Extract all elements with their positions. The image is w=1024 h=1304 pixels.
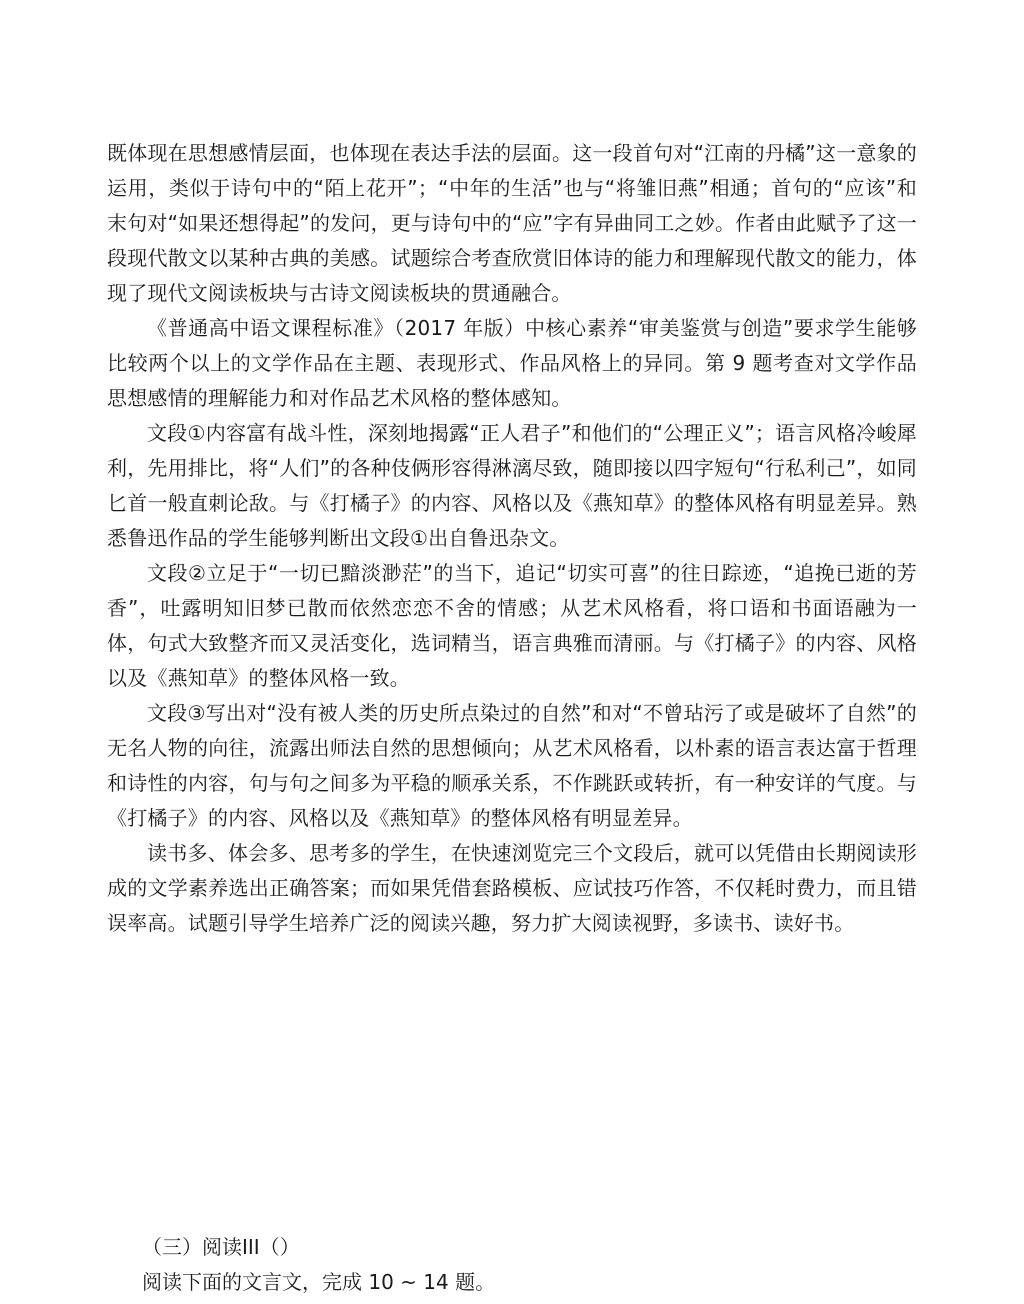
paragraph-curriculum-standard: 《普通高中语文课程标准》（2017 年版）中核心素养“审美鉴赏与创造”要求学生能够比较两个以上的文学作品在主题、表现形式、作品风格上的异同。第 9 题考查对文学作品思想感情的理解能力和对作品艺术风格的整体感知。 [107, 316, 917, 410]
paragraph-excerpt-2: 文段②立足于“一切已黯淡渺茫”的当下，追记“切实可喜”的往日踪迹，“追挽已逝的芳香”，吐露明知旧梦已散而依然恋恋不舍的情感；从艺术风格看，将口语和书面语融为一体，句式大致整齐而又灵活变化，选词精当，语言典雅而清丽。与《打橘子》的内容、风格以及《燕知草》的整体风格一致。 [107, 561, 917, 690]
section-instruction: 阅读下面的文言文，完成 10 ~ 14 题。 [142, 1270, 496, 1294]
paragraph-conclusion: 读书多、体会多、思考多的学生，在快速浏览完三个文段后，就可以凭借由长期阅读形成的文学素养选出正确答案；而如果凭借套路模板、应试技巧作答，不仅耗时费力，而且错误率高。试题引导学生培养广泛的阅读兴趣，努力扩大阅读视野，多读书、读好书。 [107, 841, 917, 935]
paragraph-continuation: 既体现在思想感情层面，也体现在表达手法的层面。这一段首句对“江南的丹橘”这一意象的运用，类似于诗句中的“陌上花开”；“中年的生活”也与“将雏旧燕”相通；首句的“应该”和末句对“如果还想得起”的发问，更与诗句中的“应”字有异曲同工之妙。作者由此赋予了这一段现代散文以某种古典的美感。试题综合考查欣赏旧体诗的能力和理解现代散文的能力，体现了现代文阅读板块与古诗文阅读板块的贯通融合。 [107, 141, 917, 305]
section-heading: （三）阅读III（） [142, 1235, 300, 1259]
paragraph-excerpt-3: 文段③写出对“没有被人类的历史所点染过的自然”和对“不曾玷污了或是破坏了自然”的无名人物的向往，流露出师法自然的思想倾向；从艺术风格看，以朴素的语言表达富于哲理和诗性的内容，句与句之间多为平稳的顺承关系，不作跳跃或转折，有一种安详的气度。与《打橘子》的内容、风格以及《燕知草》的整体风格有明显差异。 [107, 701, 917, 830]
analysis-text [107, 136, 917, 941]
paragraph-excerpt-1: 文段①内容富有战斗性，深刻地揭露“正人君子”和他们的“公理正义”；语言风格冷峻犀利，先用排比，将“人们”的各种伎俩形容得淋漓尽致，随即接以四字短句“行私利己”，如同匕首一般直刺论敌。与《打橘子》的内容、风格以及《燕知草》的整体风格有明显差异。熟悉鲁迅作品的学生能够判断出文段①出自鲁迅杂文。 [107, 421, 917, 550]
